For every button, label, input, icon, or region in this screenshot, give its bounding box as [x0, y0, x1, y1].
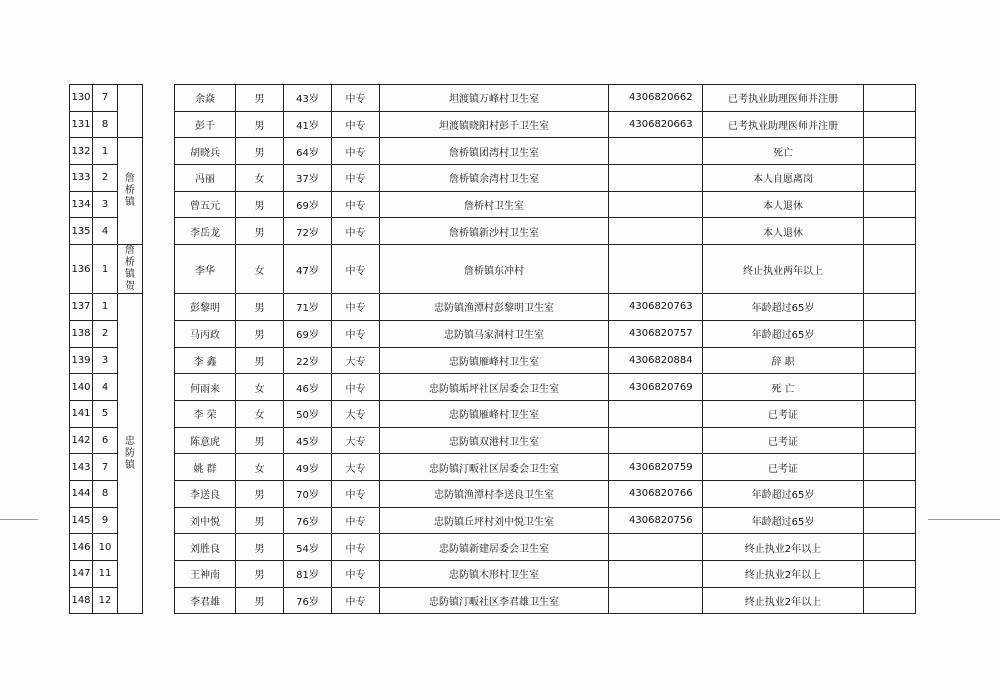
- seq-cell: 140: [70, 374, 93, 401]
- gender-cell: 男: [236, 111, 284, 138]
- edu-cell: 大专: [332, 400, 380, 427]
- no-cell: 6: [93, 427, 118, 454]
- code-cell: 4306820663: [609, 111, 703, 138]
- table-row: [70, 427, 916, 454]
- table-row: [70, 191, 916, 218]
- table-row: [70, 454, 916, 481]
- age-cell: 46岁: [284, 374, 332, 401]
- seq-cell: 144: [70, 480, 93, 507]
- name-cell: 曾五元: [175, 191, 236, 218]
- table-row: [70, 111, 916, 138]
- seq-cell: 145: [70, 507, 93, 534]
- edu-cell: 中专: [332, 561, 380, 588]
- no-cell: 5: [93, 400, 118, 427]
- org-cell: 忠防镇丘坪村刘中悦卫生室: [380, 507, 609, 534]
- name-cell: 王神南: [175, 561, 236, 588]
- code-cell: [609, 218, 703, 245]
- age-cell: 69岁: [284, 320, 332, 347]
- gender-cell: 男: [236, 507, 284, 534]
- age-cell: 71岁: [284, 294, 332, 321]
- gender-cell: 男: [236, 191, 284, 218]
- age-cell: 47岁: [284, 245, 332, 294]
- edu-cell: 中专: [332, 111, 380, 138]
- seq-cell: 136: [70, 245, 93, 294]
- age-cell: 37岁: [284, 165, 332, 192]
- remark-cell: [864, 561, 916, 588]
- no-cell: 1: [93, 294, 118, 321]
- seq-cell: 148: [70, 587, 93, 614]
- seq-cell: 138: [70, 320, 93, 347]
- remark-cell: [864, 454, 916, 481]
- status-cell: 已考执业助理医师并注册: [703, 85, 864, 112]
- age-cell: 22岁: [284, 347, 332, 374]
- status-cell: 死亡: [703, 138, 864, 165]
- edu-cell: 中专: [332, 85, 380, 112]
- org-cell: 忠防镇雁峰村卫生室: [380, 400, 609, 427]
- seq-cell: 141: [70, 400, 93, 427]
- edu-cell: 中专: [332, 165, 380, 192]
- status-cell: 本人退休: [703, 218, 864, 245]
- gender-cell: 男: [236, 294, 284, 321]
- table-row: [70, 245, 916, 294]
- gender-cell: 男: [236, 561, 284, 588]
- table-row: [70, 561, 916, 588]
- age-cell: 69岁: [284, 191, 332, 218]
- status-cell: 年龄超过65岁: [703, 507, 864, 534]
- age-cell: 43岁: [284, 85, 332, 112]
- seq-cell: 133: [70, 165, 93, 192]
- name-cell: 冯丽: [175, 165, 236, 192]
- scan-edge-mark-left: [0, 519, 38, 520]
- org-cell: 忠防镇雁峰村卫生室: [380, 347, 609, 374]
- code-cell: [609, 245, 703, 294]
- table-row: [70, 138, 916, 165]
- table-row: [70, 165, 916, 192]
- name-cell: 胡晓兵: [175, 138, 236, 165]
- name-cell: 刘中悦: [175, 507, 236, 534]
- org-cell: 詹桥镇新沙村卫生室: [380, 218, 609, 245]
- status-cell: 本人自愿离岗: [703, 165, 864, 192]
- remark-cell: [864, 294, 916, 321]
- code-cell: [609, 138, 703, 165]
- seq-cell: 135: [70, 218, 93, 245]
- age-cell: 49岁: [284, 454, 332, 481]
- status-cell: 已考证: [703, 454, 864, 481]
- no-cell: 2: [93, 320, 118, 347]
- status-cell: 终止执业两年以上: [703, 245, 864, 294]
- table-row: [70, 85, 916, 112]
- seq-cell: 134: [70, 191, 93, 218]
- seq-cell: 132: [70, 138, 93, 165]
- remark-cell: [864, 480, 916, 507]
- status-cell: 年龄超过65岁: [703, 294, 864, 321]
- code-cell: [609, 587, 703, 614]
- remark-cell: [864, 191, 916, 218]
- gap-cell: [143, 85, 175, 614]
- code-cell: [609, 561, 703, 588]
- org-cell: 詹桥镇东冲村: [380, 245, 609, 294]
- roster-body: [70, 85, 916, 614]
- table-row: [70, 507, 916, 534]
- name-cell: 李华: [175, 245, 236, 294]
- name-cell: 余焱: [175, 85, 236, 112]
- status-cell: 本人退休: [703, 191, 864, 218]
- seq-cell: 143: [70, 454, 93, 481]
- remark-cell: [864, 165, 916, 192]
- roster-table: [69, 84, 916, 614]
- no-cell: 10: [93, 534, 118, 561]
- org-cell: 忠防镇双港村卫生室: [380, 427, 609, 454]
- code-cell: [609, 191, 703, 218]
- status-cell: 年龄超过65岁: [703, 320, 864, 347]
- name-cell: 何雨来: [175, 374, 236, 401]
- no-cell: 7: [93, 85, 118, 112]
- org-cell: 坦渡镇万峰村卫生室: [380, 85, 609, 112]
- org-cell: 坦渡镇晓阳村彭千卫生室: [380, 111, 609, 138]
- no-cell: 1: [93, 245, 118, 294]
- org-cell: 詹桥村卫生室: [380, 191, 609, 218]
- gender-cell: 男: [236, 320, 284, 347]
- name-cell: 李 鑫: [175, 347, 236, 374]
- org-cell: 忠防镇汀畈社区李君雄卫生室: [380, 587, 609, 614]
- table-row: [70, 218, 916, 245]
- gender-cell: 男: [236, 427, 284, 454]
- age-cell: 50岁: [284, 400, 332, 427]
- name-cell: 李岳龙: [175, 218, 236, 245]
- no-cell: 4: [93, 218, 118, 245]
- town-cell-zhanqiao: 詹桥镇: [118, 138, 143, 245]
- seq-cell: 130: [70, 85, 93, 112]
- gender-cell: 女: [236, 400, 284, 427]
- remark-cell: [864, 507, 916, 534]
- table-row: [70, 294, 916, 321]
- edu-cell: 中专: [332, 480, 380, 507]
- name-cell: 陈意虎: [175, 427, 236, 454]
- status-cell: 死 亡: [703, 374, 864, 401]
- edu-cell: 中专: [332, 138, 380, 165]
- org-cell: 忠防镇马家洞村卫生室: [380, 320, 609, 347]
- org-cell: 忠防镇汀畈社区居委会卫生室: [380, 454, 609, 481]
- table-row: [70, 534, 916, 561]
- no-cell: 3: [93, 347, 118, 374]
- edu-cell: 中专: [332, 534, 380, 561]
- edu-cell: 中专: [332, 294, 380, 321]
- remark-cell: [864, 218, 916, 245]
- org-cell: 詹桥镇余湾村卫生室: [380, 165, 609, 192]
- status-cell: 终止执业2年以上: [703, 561, 864, 588]
- name-cell: 姚 群: [175, 454, 236, 481]
- gender-cell: 女: [236, 245, 284, 294]
- seq-cell: 146: [70, 534, 93, 561]
- org-cell: 忠防镇新建居委会卫生室: [380, 534, 609, 561]
- org-cell: 忠防镇垢坪社区居委会卫生室: [380, 374, 609, 401]
- gender-cell: 男: [236, 138, 284, 165]
- name-cell: 刘胜良: [175, 534, 236, 561]
- edu-cell: 中专: [332, 245, 380, 294]
- remark-cell: [864, 245, 916, 294]
- age-cell: 45岁: [284, 427, 332, 454]
- edu-cell: 中专: [332, 587, 380, 614]
- code-cell: 4306820757: [609, 320, 703, 347]
- no-cell: 2: [93, 165, 118, 192]
- no-cell: 9: [93, 507, 118, 534]
- code-cell: [609, 427, 703, 454]
- age-cell: 76岁: [284, 587, 332, 614]
- edu-cell: 大专: [332, 454, 380, 481]
- seq-cell: 142: [70, 427, 93, 454]
- code-cell: [609, 534, 703, 561]
- town-cell-zhongfang: 忠防镇: [118, 294, 143, 614]
- name-cell: 彭黎明: [175, 294, 236, 321]
- age-cell: 54岁: [284, 534, 332, 561]
- name-cell: 马丙政: [175, 320, 236, 347]
- town-cell-zhanqiao-he: 詹桥镇贺: [118, 245, 143, 294]
- no-cell: 4: [93, 374, 118, 401]
- org-cell: 忠防镇渔潭村彭黎明卫生室: [380, 294, 609, 321]
- remark-cell: [864, 427, 916, 454]
- no-cell: 3: [93, 191, 118, 218]
- name-cell: 李君雄: [175, 587, 236, 614]
- age-cell: 72岁: [284, 218, 332, 245]
- no-cell: 1: [93, 138, 118, 165]
- remark-cell: [864, 587, 916, 614]
- status-cell: 已考证: [703, 427, 864, 454]
- status-cell: 年龄超过65岁: [703, 480, 864, 507]
- table-row: [70, 320, 916, 347]
- table-row: [70, 400, 916, 427]
- code-cell: 4306820766: [609, 480, 703, 507]
- org-cell: 忠防镇渔潭村李送良卫生室: [380, 480, 609, 507]
- code-cell: 4306820884: [609, 347, 703, 374]
- name-cell: 李 荣: [175, 400, 236, 427]
- status-cell: 终止执业2年以上: [703, 587, 864, 614]
- seq-cell: 147: [70, 561, 93, 588]
- age-cell: 81岁: [284, 561, 332, 588]
- edu-cell: 中专: [332, 218, 380, 245]
- name-cell: 李送良: [175, 480, 236, 507]
- status-cell: 辞 职: [703, 347, 864, 374]
- code-cell: 4306820756: [609, 507, 703, 534]
- age-cell: 70岁: [284, 480, 332, 507]
- gender-cell: 男: [236, 587, 284, 614]
- gender-cell: 男: [236, 480, 284, 507]
- code-cell: 4306820763: [609, 294, 703, 321]
- code-cell: 4306820759: [609, 454, 703, 481]
- gender-cell: 男: [236, 534, 284, 561]
- gender-cell: 女: [236, 165, 284, 192]
- scan-edge-mark-right: [928, 519, 1000, 520]
- table-row: [70, 374, 916, 401]
- age-cell: 41岁: [284, 111, 332, 138]
- gender-cell: 女: [236, 454, 284, 481]
- no-cell: 11: [93, 561, 118, 588]
- remark-cell: [864, 400, 916, 427]
- seq-cell: 139: [70, 347, 93, 374]
- remark-cell: [864, 374, 916, 401]
- gender-cell: 女: [236, 374, 284, 401]
- name-cell: 彭千: [175, 111, 236, 138]
- org-cell: 忠防镇木形村卫生室: [380, 561, 609, 588]
- status-cell: 已考执业助理医师并注册: [703, 111, 864, 138]
- seq-cell: 137: [70, 294, 93, 321]
- table-row: [70, 347, 916, 374]
- no-cell: 12: [93, 587, 118, 614]
- table-row: [70, 480, 916, 507]
- remark-cell: [864, 85, 916, 112]
- status-cell: 终止执业2年以上: [703, 534, 864, 561]
- remark-cell: [864, 534, 916, 561]
- status-cell: 已考证: [703, 400, 864, 427]
- seq-cell: 131: [70, 111, 93, 138]
- gender-cell: 男: [236, 218, 284, 245]
- no-cell: 7: [93, 454, 118, 481]
- remark-cell: [864, 320, 916, 347]
- code-cell: [609, 400, 703, 427]
- edu-cell: 中专: [332, 191, 380, 218]
- code-cell: [609, 165, 703, 192]
- code-cell: 4306820769: [609, 374, 703, 401]
- code-cell: 4306820662: [609, 85, 703, 112]
- edu-cell: 中专: [332, 374, 380, 401]
- gender-cell: 男: [236, 347, 284, 374]
- table-row: [70, 587, 916, 614]
- age-cell: 64岁: [284, 138, 332, 165]
- edu-cell: 大专: [332, 347, 380, 374]
- age-cell: 76岁: [284, 507, 332, 534]
- edu-cell: 大专: [332, 427, 380, 454]
- town-cell-blank: [118, 85, 143, 138]
- remark-cell: [864, 111, 916, 138]
- edu-cell: 中专: [332, 320, 380, 347]
- no-cell: 8: [93, 111, 118, 138]
- no-cell: 8: [93, 480, 118, 507]
- org-cell: 詹桥镇团湾村卫生室: [380, 138, 609, 165]
- edu-cell: 中专: [332, 507, 380, 534]
- gender-cell: 男: [236, 85, 284, 112]
- remark-cell: [864, 138, 916, 165]
- remark-cell: [864, 347, 916, 374]
